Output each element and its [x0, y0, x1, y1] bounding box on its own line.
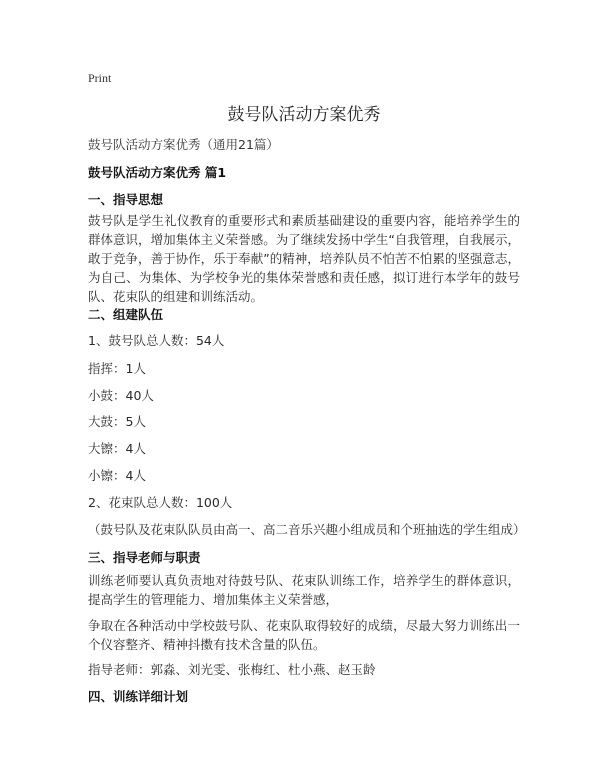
section-3-paragraph-2: 争取在各种活动中学校鼓号队、花束队取得较好的成绩，尽最大努力训练出一个仪容整齐、精神抖擞有技术含量的队伍。	[88, 618, 520, 652]
section-1-heading: 一、指导思想	[88, 192, 164, 207]
section-3-paragraph-1: 训练老师要认真负责地对待鼓号队、花束队训练工作，培养学生的群体意识，提高学生的管理能力、增加集体主义荣誉感，	[88, 573, 520, 607]
list-item: 指挥：1人	[88, 361, 146, 376]
list-item-note: （鼓号队及花束队队员由高一、高二音乐兴趣小组成员和个班抽选的学生组成）	[88, 522, 526, 537]
list-item: 小鼓：40人	[88, 388, 154, 403]
subtitle: 鼓号队活动方案优秀（通用21篇）	[88, 137, 279, 152]
section-3-heading: 三、指导老师与职责	[88, 550, 201, 565]
list-item: 小镲：4人	[88, 468, 146, 483]
list-item: 1、鼓号队总人数：54人	[88, 333, 225, 348]
section-2-heading: 二、组建队伍	[88, 307, 164, 322]
section-3-teachers: 指导老师：郭淼、刘光雯、张梅红、杜小燕、赵玉龄	[88, 662, 376, 677]
list-item: 2、花束队总人数：100人	[88, 495, 233, 510]
article-heading: 鼓号队活动方案优秀 篇1	[88, 165, 227, 180]
print-label[interactable]: Print	[88, 71, 112, 85]
page-title: 鼓号队活动方案优秀	[227, 105, 381, 125]
section-4-heading: 四、训练详细计划	[88, 689, 189, 704]
list-item: 大镲：4人	[88, 441, 146, 456]
list-item: 大鼓：5人	[88, 414, 146, 429]
section-1-paragraph: 鼓号队是学生礼仪教育的重要形式和素质基础建设的重要内容，能培养学生的群体意识，增加集体主义荣誉感。为了继续发扬中学生“自我管理，自我展示，敢于竞争，善于协作，乐于奉献”的精神，培养队员不怕苦不怕累的坚强意志，为自己、为集体、为学校争光的集体荣誉感和责任感，拟订进行本学年的鼓号队、花束队的组建和训练活动。	[88, 213, 520, 304]
